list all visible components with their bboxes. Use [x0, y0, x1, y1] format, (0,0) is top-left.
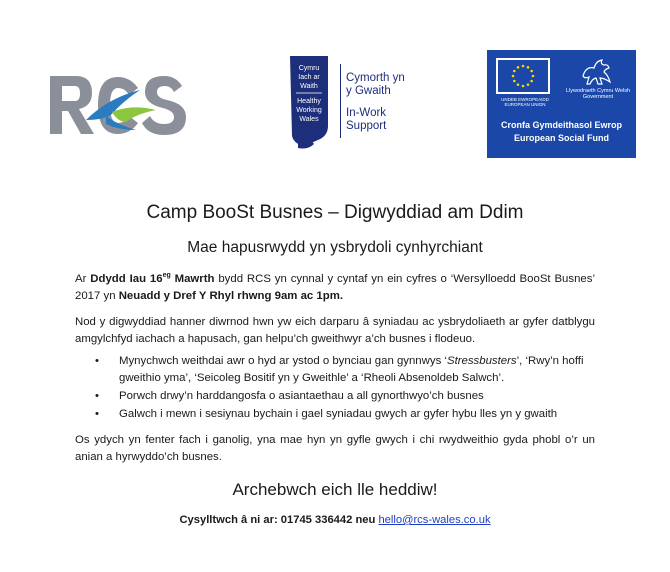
svg-text:Waith: Waith — [300, 83, 318, 90]
eu-star-icon — [513, 80, 516, 83]
eu-star-icon — [512, 75, 515, 78]
call-to-action: Archebwch eich lle heddiw! — [232, 480, 438, 499]
sme-paragraph: Os ydych yn fenter fach i ganolig, yna mae hyn yn gyfle gwych i chi rwydweithio gyda phobl o’r un anian a hyrwyddo’ch busnes. — [75, 434, 595, 463]
aim-paragraph: Nod y digwyddiad hanner diwrnod hwn yw eich darparu â syniadau ac ysbrydoliaeth ar gyfer datblygu amgylchfyd iachach a hapusach, gan helpu’ch gweithwyr a’ch busnes i flodeuo. — [75, 316, 595, 345]
european-social-fund-logo — [487, 50, 636, 158]
eu-star-icon — [522, 65, 525, 68]
intro-text-a: Ar — [75, 273, 91, 285]
eu-star-icon — [530, 70, 533, 73]
eu-star-icon — [532, 75, 535, 78]
hww-text — [346, 72, 405, 133]
intro-paragraph — [75, 271, 595, 305]
svg-text:Wales: Wales — [299, 116, 319, 123]
esf-name-cy: Cronfa Gymdeithasol Ewrop — [500, 120, 623, 130]
eu-star-icon — [527, 83, 530, 86]
healthy-working-wales-logo — [284, 52, 424, 152]
contact-email-link[interactable]: hello@rcs-wales.co.uk — [378, 514, 491, 526]
page-subtitle: Mae hapusrwydd yn ysbrydoli cynhyrchiant — [187, 239, 483, 256]
list-item: • Porwch drwy’n harddangosfa o asiantaethau a all gynorthwyo’ch busnes — [75, 388, 595, 405]
esf-name-en: European Social Fund — [513, 133, 609, 143]
eu-star-icon — [522, 85, 525, 88]
hww-text-cy-2: y Gwaith — [346, 85, 391, 97]
svg-text:Cymru: Cymru — [298, 65, 320, 72]
hww-text-cy-1: Cymorth yn — [346, 72, 405, 84]
hww-divider — [340, 64, 341, 138]
eu-star-icon — [517, 83, 520, 86]
hww-text-en-1: In-Work — [346, 107, 387, 119]
welsh-government-text: Llywodraeth Cymru Welsh Government — [565, 88, 631, 100]
svg-text:Working: Working — [296, 107, 322, 114]
list-item: • Galwch i mewn i sesiynau bychain i gael syniadau gwych ar gyfer hybu lles yn y gwaith — [75, 406, 595, 423]
svg-text:Healthy: Healthy — [297, 98, 321, 105]
contact-line — [0, 514, 670, 526]
event-date: Ddydd Iau $16^{eg}$ Mawrth — [90, 272, 215, 285]
hww-badge-icon — [284, 52, 334, 150]
rcs-logo-graphic — [46, 64, 201, 146]
contact-label: Cysylltwch â ni ar: 01745 336442 neu — [179, 514, 379, 526]
eu-star-icon — [517, 66, 520, 69]
list-item: • Mynychwch weithdai awr o hyd ar ystod o bynciau gan gynnwys ‘Stressbusters’, ‘Rwy’n hoffi gweithio yma’, ‘Seicoleg Bositif yn y Gweithle’ a ‘Rheoli Absenoldeb Salwch’. — [75, 353, 595, 387]
rcs-logo — [46, 64, 201, 146]
hww-text-en-2: Support — [346, 120, 387, 132]
intro-text-b: bydd RCS yn cynnal y cyntaf yn ein cyfres o ‘Wersylloedd BooSt Busnes’ 2017 yn — [75, 273, 595, 302]
eu-stars-icon — [498, 60, 548, 92]
eu-star-icon — [513, 70, 516, 73]
eu-text: UNDEB EWROPEAIDD EUROPEAN UNION — [501, 97, 549, 107]
svg-text:Iach ar: Iach ar — [298, 74, 320, 81]
page-title: Camp BooSt Busnes – Digwyddiad am Ddim — [146, 202, 524, 223]
logo-bar — [0, 44, 670, 164]
eu-star-icon — [527, 66, 530, 69]
activities-list — [75, 353, 595, 424]
welsh-dragon-icon — [580, 56, 612, 86]
eu-flag-icon — [496, 58, 550, 94]
eu-star-icon — [530, 80, 533, 83]
event-venue: Neuadd y Dref Y Rhyl rhwng 9am ac 1pm. — [118, 290, 344, 302]
